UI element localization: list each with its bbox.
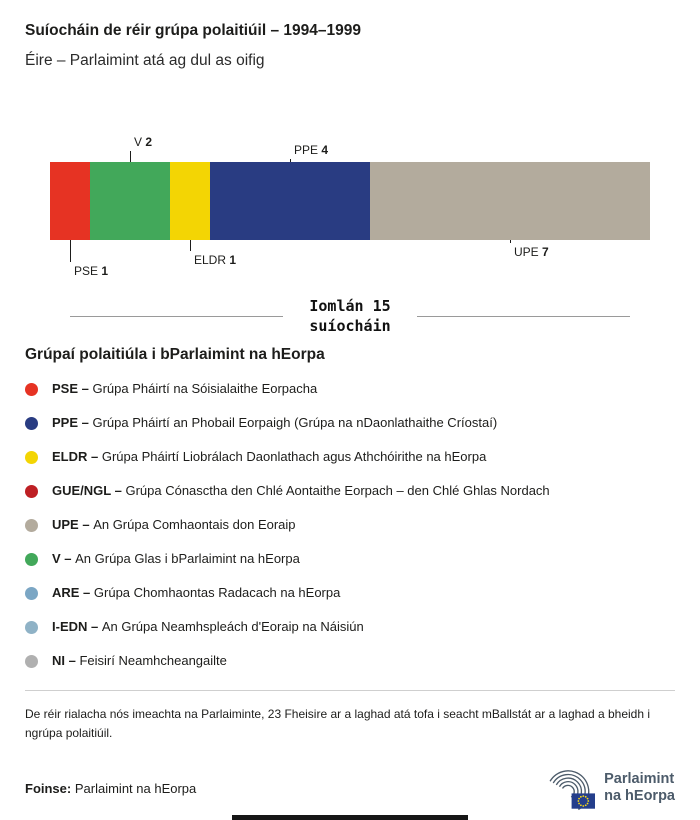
gue-ngl-color-dot	[25, 485, 38, 498]
seats-bar-chart	[50, 135, 650, 278]
ep-logo-line-2: na hEorpa	[604, 788, 675, 804]
callout-line	[190, 240, 191, 251]
segment-label-upe: UPE 7	[514, 245, 549, 259]
legend-item-text: PPE – Grúpa Pháirtí an Phobail Eorpaigh (Grúpa na nDaonlathaithe Críostaí)	[52, 415, 498, 430]
legend-item-text: ELDR – Grúpa Pháirtí Liobrálach Daonlathach agus Athchóirithe na hEorpa	[52, 449, 487, 464]
footer	[25, 761, 675, 815]
page-title: Suíocháin de réir grúpa polaitiúil – 1994–1999	[25, 22, 361, 39]
total-line-1: Iomlán 15	[309, 297, 391, 315]
legend-item-ppe	[25, 406, 675, 440]
i-edn-color-dot	[25, 621, 38, 634]
total-line-2: suíocháin	[309, 317, 391, 335]
callout-line	[130, 151, 131, 162]
segment-label-eldr: ELDR 1	[194, 253, 237, 267]
total-rule-left	[70, 316, 283, 317]
segment-callout-pse	[70, 240, 108, 277]
eldr-color-dot	[25, 451, 38, 464]
v-color-dot	[25, 553, 38, 566]
legend-heading: Grúpaí polaitiúla i bParlaimint na hEorpa	[25, 346, 325, 363]
legend-item-pse	[25, 372, 675, 406]
legend-item-upe	[25, 508, 675, 542]
ppe-color-dot	[25, 417, 38, 430]
ep-hemicycle-icon	[539, 761, 597, 815]
legend-item-ni	[25, 644, 675, 678]
legend-item-eldr	[25, 440, 675, 474]
callout-line	[290, 159, 291, 162]
legend-item-gue-ngl	[25, 474, 675, 508]
eu-flag-icon	[572, 793, 595, 808]
legend-list	[25, 372, 675, 678]
segment-callout-v	[130, 136, 152, 162]
source-value: Parlaimint na hEorpa	[74, 780, 197, 796]
legend-item-text: NI – Feisirí Neamhcheangailte	[52, 653, 227, 668]
legend-item-are	[25, 576, 675, 610]
ep-logo-line-1: Parlaimint	[604, 771, 675, 787]
footnote: De réir rialacha nós imeachta na Parlaiminte, 23 Fheisire ar a laghad atá tofa i seacht mBallstát ar a laghad a bheidh i ngrúpa polaitiúil.	[25, 707, 651, 740]
ep-logo-wordmark	[604, 771, 675, 805]
legend-item-text: GUE/NGL – Grúpa Cónasctha den Chlé Aontaithe Eorpach – den Chlé Ghlas Nordach	[52, 483, 550, 498]
bar-segment-v	[90, 135, 170, 240]
total-rule-right	[417, 316, 630, 317]
segment-label-pse: PSE 1	[74, 264, 109, 278]
segment-callout-eldr	[190, 240, 236, 266]
bar-segment-eldr	[170, 162, 237, 267]
legend-item-text: UPE – An Grúpa Comhaontais don Eoraip	[52, 517, 296, 532]
ep-logo	[539, 761, 675, 815]
bottom-bar	[232, 815, 468, 820]
footer-divider	[25, 690, 675, 691]
upe-color-dot	[25, 519, 38, 532]
bar-segment-pse	[50, 162, 109, 278]
callout-line	[70, 240, 71, 262]
source-label: Foinse:	[25, 780, 72, 796]
bar-segment-upe	[370, 162, 650, 259]
bar-segment-ppe	[210, 143, 370, 240]
legend-item-i-edn	[25, 610, 675, 644]
segment-callout-ppe	[290, 144, 328, 162]
legend-item-text: I-EDN – An Grúpa Neamhspleách d'Eoraip na Náisiún	[52, 619, 364, 634]
source-line	[25, 781, 196, 796]
page-subtitle: Éire – Parlaimint atá ag dul as oifig	[25, 52, 265, 69]
segment-label-ppe: PPE 4	[294, 143, 329, 157]
ni-color-dot	[25, 655, 38, 668]
are-color-dot	[25, 587, 38, 600]
total-row	[70, 296, 630, 336]
pse-color-dot	[25, 383, 38, 396]
segment-callout-upe	[510, 240, 549, 258]
total-label	[283, 296, 416, 336]
legend-item-text: ARE – Grúpa Chomhaontas Radacach na hEorpa	[52, 585, 341, 600]
bar-segments	[50, 135, 650, 278]
segment-label-v: V 2	[134, 135, 153, 149]
legend-item-text: V – An Grúpa Glas i bParlaimint na hEorpa	[52, 551, 300, 566]
legend-item-text: PSE – Grúpa Pháirtí na Sóisialaithe Eorpacha	[52, 381, 318, 396]
legend-item-v	[25, 542, 675, 576]
